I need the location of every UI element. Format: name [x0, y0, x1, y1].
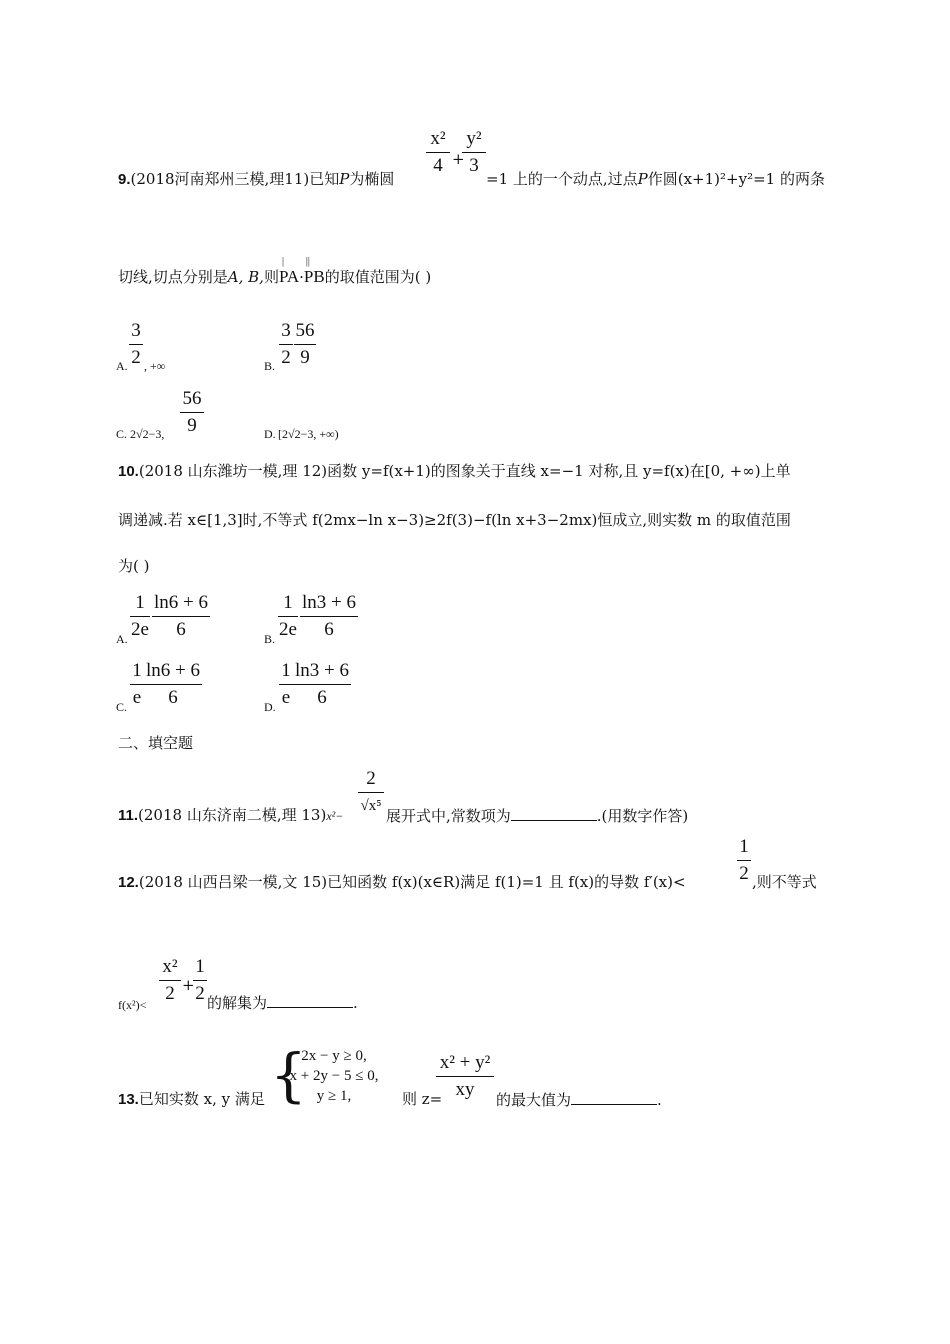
q9-line1-tail: =1 上的一个动点,过点P作圆(x+1)²+y²=1 的两条 — [486, 170, 825, 188]
q12-frac-half: 1 2 — [737, 836, 751, 885]
q13-line-tail: 的最大值为 . — [496, 1091, 662, 1109]
q13-answer-blank[interactable] — [571, 1090, 657, 1105]
q13-constraint-system: 2x − y ≥ 0, x + 2y − 5 ≤ 0, y ≥ 1, — [289, 1048, 379, 1104]
q12-line2-tail: 的解集为 . — [207, 994, 358, 1012]
q9-line2: 切线,切点分别是A, B,则PA | ·PB || 的取值范围为( ) — [118, 256, 432, 286]
q13-frac: x² + y² xy — [436, 1052, 494, 1101]
q12-frac-x2-over-2: x² 2 — [159, 956, 181, 1005]
q12-frac-one-half: 1 2 — [193, 956, 207, 1005]
q12-answer-blank[interactable] — [267, 993, 353, 1008]
q9-frac-x2-over-4: x² 4 — [426, 128, 450, 177]
q12-line2-start: f(x²)< — [118, 998, 147, 1012]
q11-line: 11.(2018 山东济南二模,理 13)x²− — [118, 806, 344, 824]
q10-line3: 为( ) — [118, 557, 150, 575]
section-heading-fill-in: 二、填空题 — [118, 734, 194, 752]
q12-line1: 12.(2018 山西吕梁一模,文 15)已知函数 f(x)(x∈R)满足 f(1)=1 且 f(x)的导数 f′(x)< — [118, 873, 686, 891]
q9-frac-y2-over-3: y² 3 — [462, 128, 486, 177]
q11-frac: 2 √x⁵ — [358, 768, 384, 817]
q10-line1: 10.(2018 山东潍坊一模,理 12)函数 y=f(x+1)的图象关于直线 x=−1 对称,且 y=f(x)在[0, +∞)上单 — [118, 462, 791, 480]
q13-line-start: 13.已知实数 x, y 满足 — [118, 1090, 265, 1108]
q10-line2: 调递减.若 x∈[1,3]时,不等式 f(2mx−ln x−3)≥2f(3)−f(ln x+3−2mx)恒成立,则实数 m 的取值范围 — [118, 511, 791, 529]
q11-answer-blank[interactable] — [511, 806, 597, 821]
q11-line-tail: 展开式中,常数项为 .(用数字作答) — [386, 807, 689, 825]
q13-system-brace: { — [270, 1041, 307, 1109]
q9-vector-pa: PA | — [278, 256, 300, 286]
q9-line1: 9.(2018河南郑州三模,理11)已知P为椭圆 — [118, 170, 395, 188]
q9-vector-pb: PB || — [303, 256, 325, 286]
